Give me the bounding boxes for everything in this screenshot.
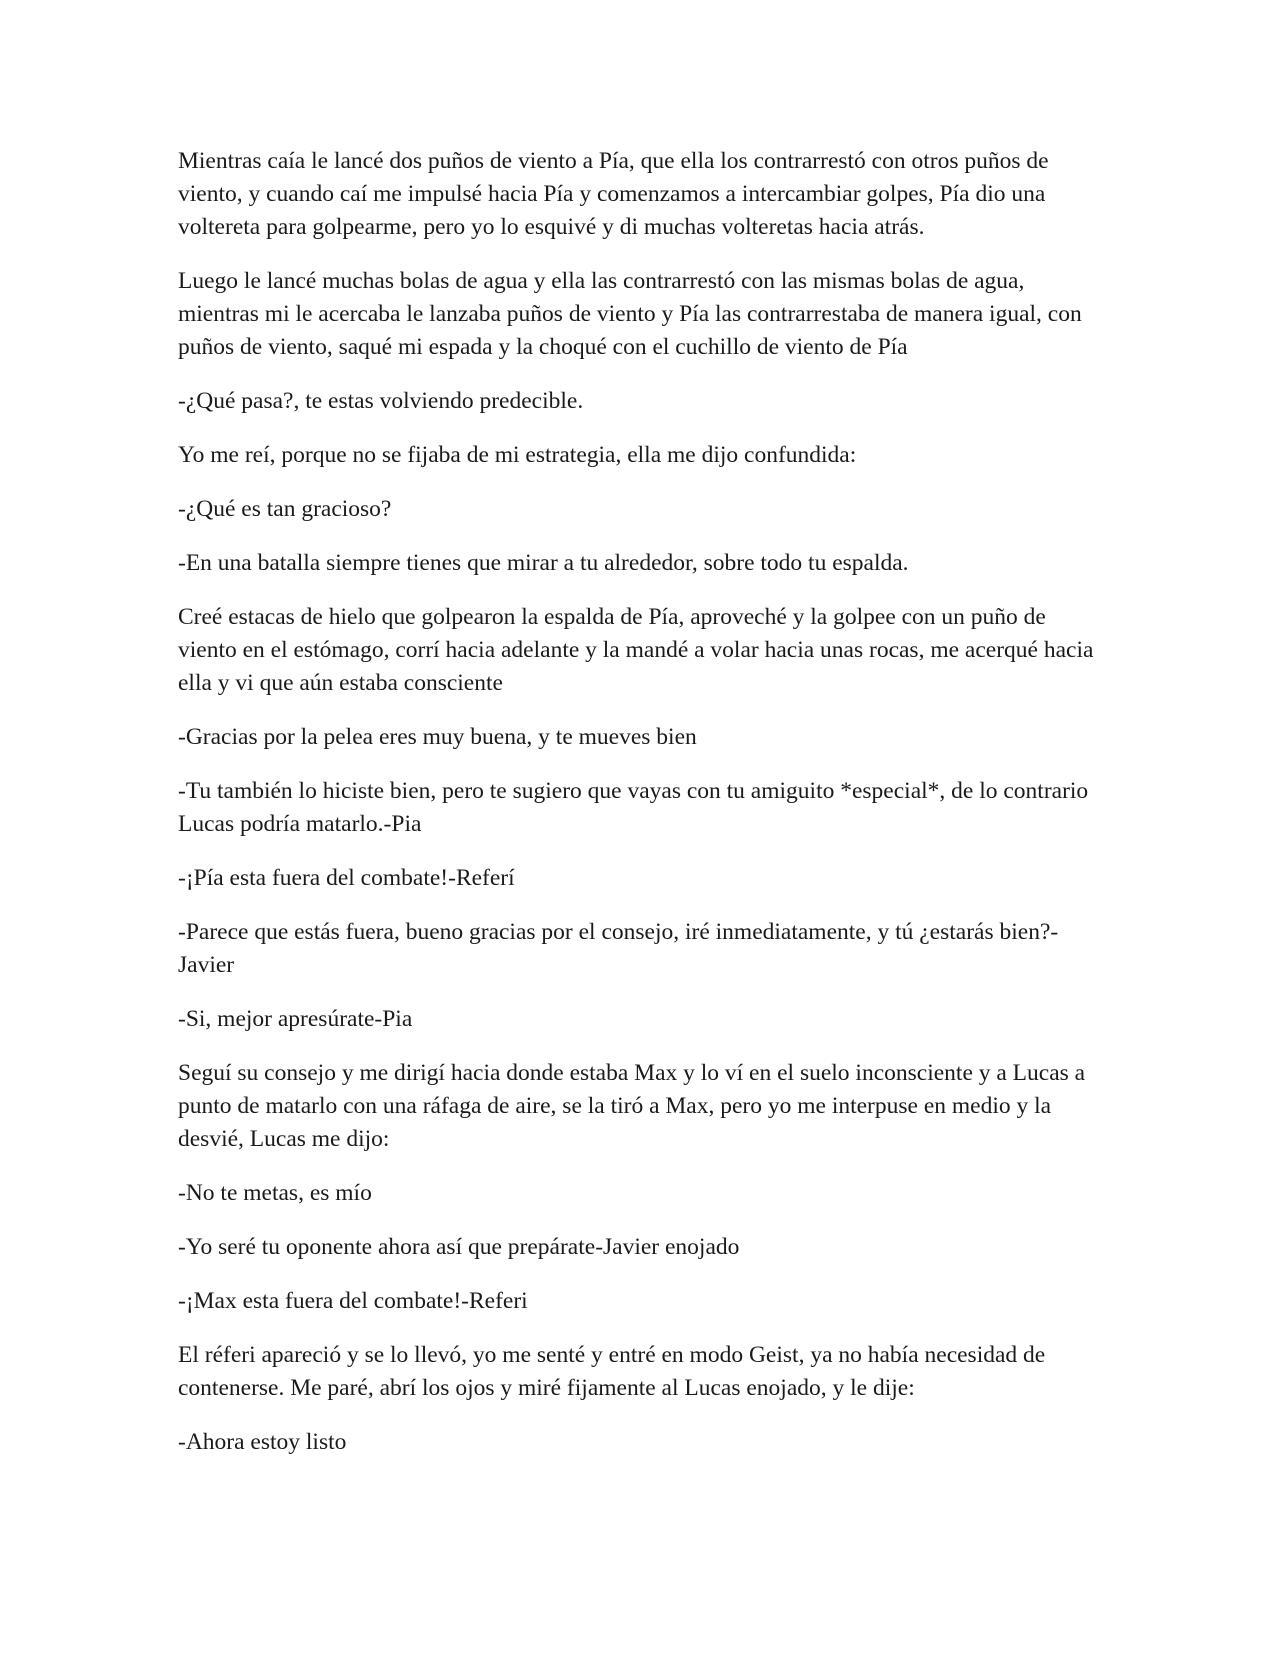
paragraph-15: -Yo seré tu oponente ahora así que prepárate-Javier enojado	[178, 1234, 740, 1260]
paragraph-9: -Tu también lo hiciste bien, pero te sugiero que vayas con tu amiguito *especial*, de lo contrario Lucas podría matarlo.-Pia	[178, 778, 1089, 837]
paragraph-8: -Gracias por la pelea eres muy buena, y te mueves bien	[178, 724, 697, 750]
paragraph-3: -¿Qué pasa?, te estas volviendo predecible.	[178, 388, 584, 414]
paragraph-17: El réferi apareció y se lo llevó, yo me senté y entré en modo Geist, ya no había necesidad de contenerse. Me paré, abrí los ojos y miré fijamente al Lucas enojado, y le dije:	[178, 1342, 1046, 1401]
paragraph-13: Seguí su consejo y me dirigí hacia donde estaba Max y lo ví en el suelo inconsciente y a Lucas a punto de matarlo con una ráfaga de aire, se la tiró a Max, pero yo me interpuse en medio y la desvié, Lucas me dijo:	[178, 1060, 1086, 1152]
paragraph-6: -En una batalla siempre tienes que mirar a tu alrededor, sobre todo tu espalda.	[178, 550, 909, 576]
paragraph-7: Creé estacas de hielo que golpearon la espalda de Pía, aproveché y la golpee con un puño de viento en el estómago, corrí hacia adelante y la mandé a volar hacia unas rocas, me acerqué hacia ella y vi que aún estaba consciente	[178, 604, 1094, 696]
paragraph-14: -No te metas, es mío	[178, 1180, 372, 1206]
paragraph-11: -Parece que estás fuera, bueno gracias por el consejo, iré inmediatamente, y tú ¿estarás bien?-Javier	[178, 919, 1059, 978]
paragraph-16: -¡Max esta fuera del combate!-Referi	[178, 1288, 528, 1314]
paragraph-1: Mientras caía le lancé dos puños de viento a Pía, que ella los contrarrestó con otros puños de viento, y cuando caí me impulsé hacia Pía y comenzamos a intercambiar golpes, Pía dio una voltereta para golpearme, pero yo lo esquivé y di muchas volteretas hacia atrás.	[178, 148, 1049, 240]
paragraph-18: -Ahora estoy listo	[178, 1429, 347, 1455]
paragraph-10: -¡Pía esta fuera del combate!-Referí	[178, 865, 515, 891]
document-body	[178, 145, 1108, 1480]
paragraph-5: -¿Qué es tan gracioso?	[178, 496, 392, 522]
paragraph-12: -Si, mejor apresúrate-Pia	[178, 1006, 413, 1032]
paragraph-4: Yo me reí, porque no se fijaba de mi estrategia, ella me dijo confundida:	[178, 442, 857, 468]
paragraph-2: Luego le lancé muchas bolas de agua y ella las contrarrestó con las mismas bolas de agua, mientras mi le acercaba le lanzaba puños de viento y Pía las contrarrestaba de manera igual, con puños de viento, saqué mi espada y la choqué con el cuchillo de viento de Pía	[178, 268, 1082, 360]
